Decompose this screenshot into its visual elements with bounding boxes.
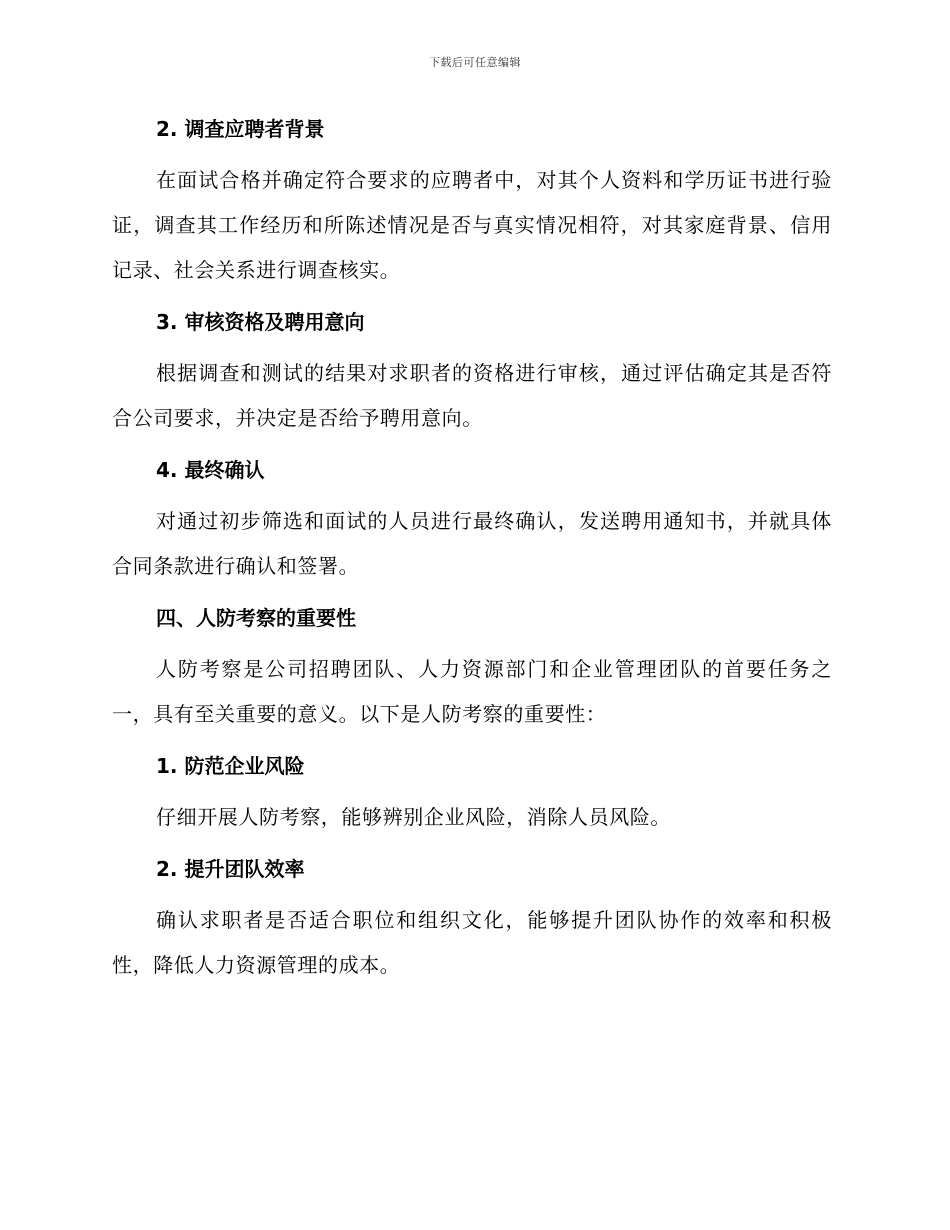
section-heading-investigate-background: 2. 调查应聘者背景 [156,117,325,141]
section-heading-team-efficiency: 2. 提升团队效率 [156,857,305,881]
section-heading-final-confirmation: 4. 最终确认 [156,458,265,482]
section-heading-importance: 四、人防考察的重要性 [156,606,356,630]
paragraph-final-confirmation: 对通过初步筛选和面试的人员进行最终确认，发送聘用通知书，并就具体合同条款进行确认和签署。 [112,509,832,578]
paragraph-team-efficiency: 确认求职者是否适合职位和组织文化，能够提升团队协作的效率和积极性，降低人力资源管理的成本。 [112,908,832,977]
paragraph-prevent-risk: 仔细开展人防考察，能够辨别企业风险，消除人员风险。 [156,805,671,829]
section-heading-prevent-risk: 1. 防范企业风险 [156,754,305,778]
header-note: 下载后可任意编辑 [429,56,521,69]
section-heading-review-qualification: 3. 审核资格及聘用意向 [156,310,365,334]
paragraph-investigate-background: 在面试合格并确定符合要求的应聘者中，对其个人资料和学历证书进行验证，调查其工作经历和所陈述情况是否与真实情况相符，对其家庭背景、信用记录、社会关系进行调查核实。 [112,168,832,282]
paragraph-importance: 人防考察是公司招聘团队、人力资源部门和企业管理团队的首要任务之一，具有至关重要的意义。以下是人防考察的重要性： [112,657,832,726]
paragraph-review-qualification: 根据调查和测试的结果对求职者的资格进行审核，通过评估确定其是否符合公司要求，并决定是否给予聘用意向。 [112,361,832,430]
document-body [112,112,832,1000]
